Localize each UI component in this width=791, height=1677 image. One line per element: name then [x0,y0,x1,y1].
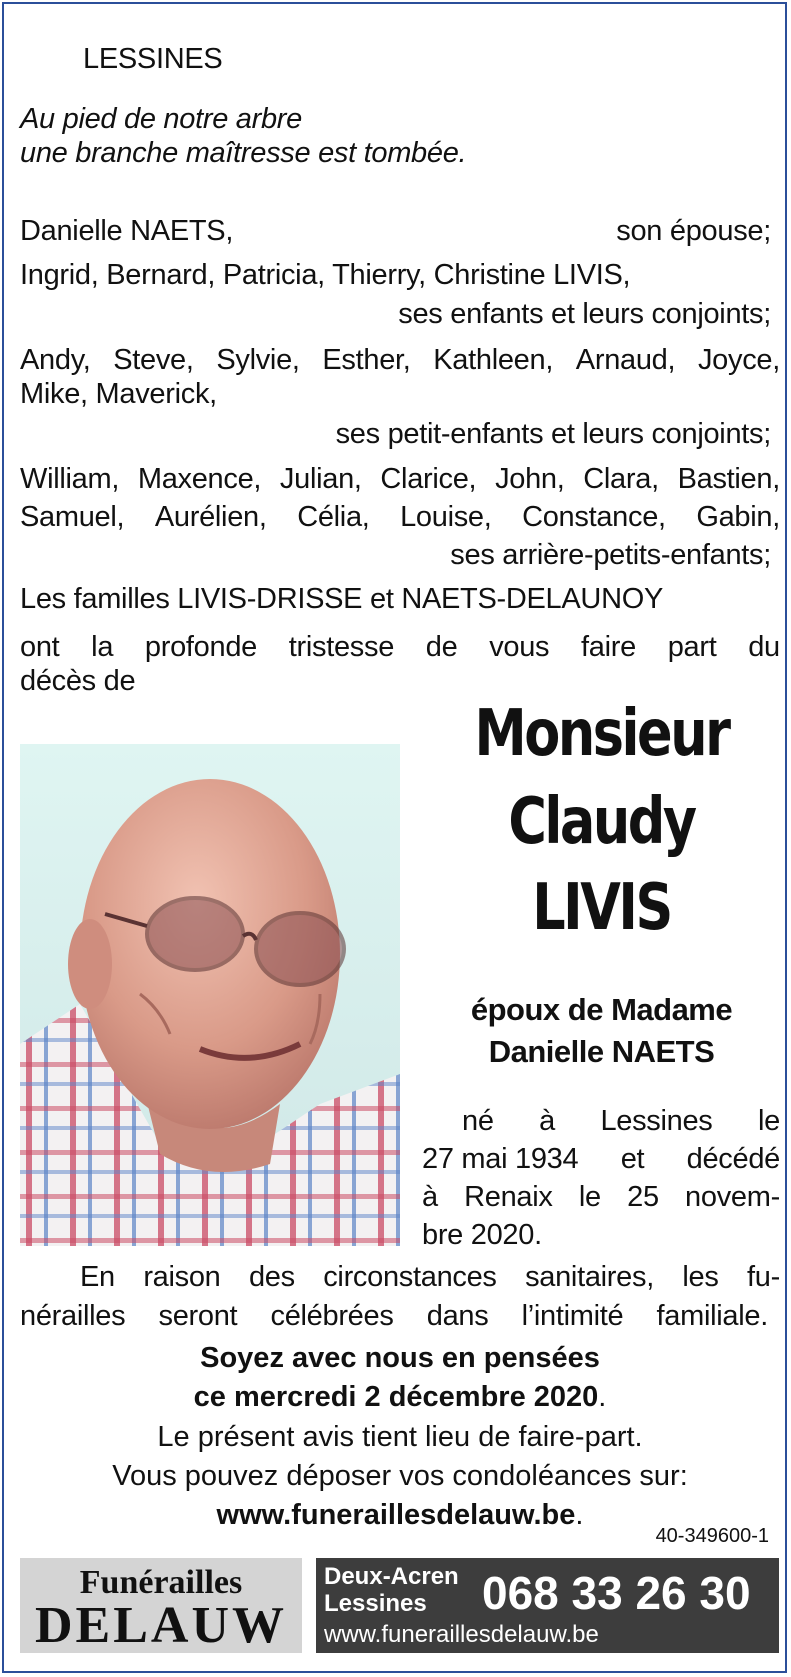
word: vous [489,631,550,663]
word: Joyce, [697,344,780,376]
word: de [425,631,458,663]
word: Steve, [113,344,194,376]
word: Clara, [583,463,659,495]
word: sanitaires, [525,1261,654,1293]
deceased-first-name: Claudy [508,785,695,859]
location-1: Deux-Acren [324,1563,459,1590]
word: l’intimité [521,1300,624,1332]
funeral-line-2 [20,1299,768,1333]
grandchildren-line-2: Mike, Maverick, [20,378,217,410]
birth-line-1 [462,1104,780,1138]
deceased-title: Monsieur [474,697,729,771]
word: Lessines [600,1105,713,1137]
grandchildren-line-1 [20,343,780,377]
children-names: Ingrid, Bernard, Patricia, Thierry, Christine LIVIS, [20,259,631,291]
great-grandchildren-role: ses arrière-petits-enfants; [450,539,771,571]
grandchildren-role: ses petit-enfants et leurs conjoints; [335,418,771,450]
word: Sylvie, [216,344,300,376]
remembrance-period: . [598,1381,607,1413]
funeral-home-contact [316,1558,779,1653]
word: Maxence, [137,463,262,495]
word: raison [143,1261,221,1293]
word: 27 mai 1934 [422,1143,579,1175]
word: Esther, [322,344,411,376]
birth-line-2 [422,1142,780,1176]
condolences-line: Vous pouvez déposer vos condoléances sur: [112,1460,688,1492]
word: fu- [747,1261,780,1293]
word: John, [495,463,565,495]
word: 25 [627,1181,659,1213]
word: le [757,1105,780,1137]
great-grandchildren-line-1 [20,462,780,496]
word: profonde [144,631,257,663]
city-header: LESSINES [83,43,223,75]
word: Renaix [464,1181,553,1213]
announcement-line-2: décès de [20,665,136,697]
word: William, [20,463,120,495]
word: Arnaud, [575,344,676,376]
great-grandchildren-line-2 [20,500,780,534]
deceased-last-name: LIVIS [532,871,671,945]
word: Bastien, [677,463,780,495]
word: du [748,631,780,663]
portrait-illustration [20,744,400,1246]
word: né [462,1105,494,1137]
word: nérailles [20,1300,126,1332]
obituary-notice [2,2,787,1673]
reference-number: 40-349600-1 [655,1525,769,1547]
word: Gabin, [696,501,780,533]
word: seront [158,1300,238,1332]
word: Louise, [400,501,492,533]
website-period: . [575,1499,584,1531]
announcement-line-1 [20,630,780,664]
condolences-website: www.funeraillesdelauw.be [216,1499,576,1531]
spouse-role: son épouse; [616,215,771,247]
word: Aurélien, [154,501,267,533]
word: la [91,631,114,663]
word: à [539,1105,555,1137]
spouse-line-1: époux de Madame [470,992,733,1027]
phone-number: 068 33 26 30 [482,1567,751,1619]
location-2: Lessines [324,1590,427,1617]
word: tristesse [288,631,395,663]
word: à [422,1181,438,1213]
spouse-line-2: Danielle NAETS [488,1034,715,1069]
word: et [620,1143,645,1175]
verse-line-2: une branche maîtresse est tombée. [20,137,467,169]
remembrance-date: ce mercredi 2 décembre 2020 [193,1381,599,1413]
word: Julian, [279,463,362,495]
word: le [578,1181,601,1213]
word: novem- [685,1181,780,1213]
word: célébrées [270,1300,394,1332]
verse-line-1: Au pied de notre arbre [20,103,302,135]
word: Andy, [20,344,91,376]
word: faire [581,631,636,663]
word: des [248,1261,295,1293]
word: Célia, [297,501,370,533]
word: En [80,1261,115,1293]
word: Samuel, [20,501,125,533]
children-role: ses enfants et leurs conjoints; [398,298,771,330]
word: familiale. [656,1300,768,1332]
word: Constance, [522,501,666,533]
word: Clarice, [380,463,477,495]
logo-top-text: Funérailles [79,1564,243,1601]
funeral-home-logo [20,1558,302,1653]
birth-line-3 [422,1180,780,1214]
remembrance-line-1: Soyez avec nous en pensées [200,1342,600,1374]
word: Kathleen, [433,344,554,376]
word: les [682,1261,719,1293]
spouse-name: Danielle NAETS, [20,215,234,247]
notice-line: Le présent avis tient lieu de faire-part. [157,1421,643,1453]
word: ont [20,631,60,663]
word: décédé [686,1143,780,1175]
families-line: Les familles LIVIS-DRISSE et NAETS-DELAUNOY [20,583,664,615]
logo-bottom-text: DELAUW [34,1597,288,1654]
remembrance-line-2 [20,1380,780,1414]
word: dans [426,1300,489,1332]
funeral-home-banner [20,1558,779,1653]
word: circonstances [323,1261,497,1293]
word: part [667,631,717,663]
birth-line-4: bre 2020. [422,1219,542,1251]
footer-website: www.funeraillesdelauw.be [324,1621,599,1648]
deceased-portrait [20,744,400,1246]
funeral-line-1 [80,1260,780,1294]
